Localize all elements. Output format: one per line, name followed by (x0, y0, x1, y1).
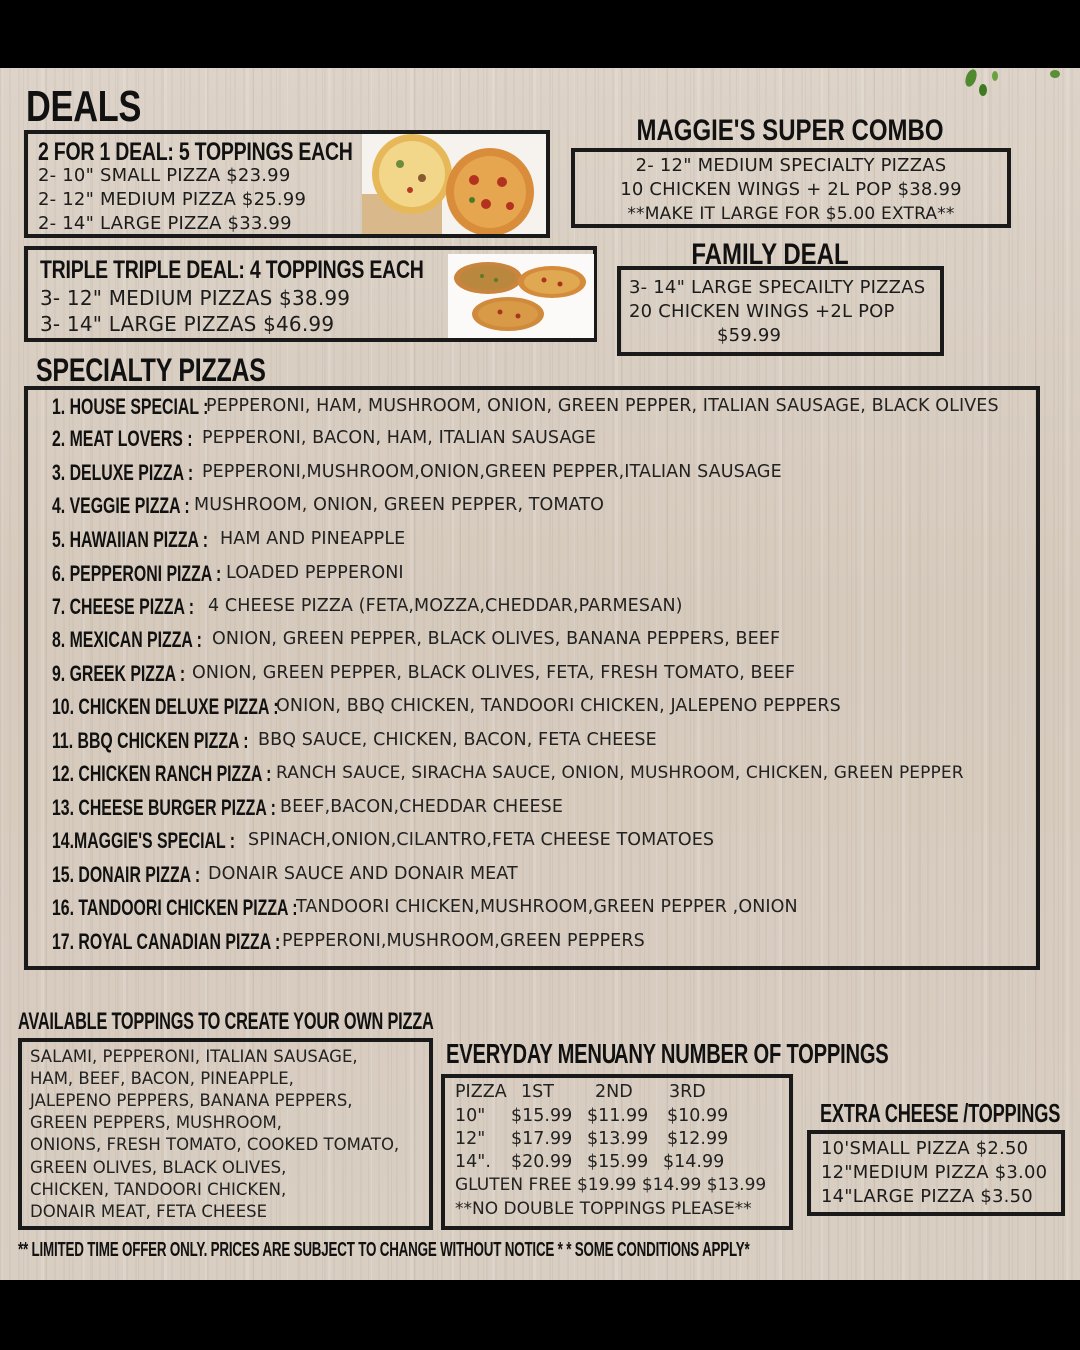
family-deal-price: $59.99 (717, 325, 782, 346)
specialty-item-name: 15. DONAIR PIZZA : (52, 862, 201, 887)
everyday-header-cell: 3RD (669, 1082, 706, 1102)
triple-deal-line: 3- 14" LARGE PIZZAS $46.99 (40, 312, 335, 336)
specialty-item-name: 9. GREEK PIZZA : (52, 661, 186, 686)
extra-cheese-line: 10'SMALL PIZZA $2.50 (821, 1138, 1029, 1159)
everyday-cell: 14". (455, 1152, 491, 1172)
specialty-item-desc: RANCH SAUCE, SIRACHA SAUCE, ONION, MUSHROOM, CHICKEN, GREEN PEPPER (276, 763, 964, 783)
two-for-one-header: 2 FOR 1 DEAL: 5 TOPPINGS EACH (38, 138, 353, 166)
specialty-item (52, 694, 841, 722)
menu-board (0, 68, 1080, 1280)
specialty-item-name: 5. HAWAIIAN PIZZA : (52, 527, 209, 552)
toppings-title: AVAILABLE TOPPINGS TO CREATE YOUR OWN PIZZA (18, 1008, 434, 1035)
toppings-line: SALAMI, PEPPERONI, ITALIAN SAUSAGE, (30, 1047, 358, 1066)
specialty-item-name: 2. MEAT LOVERS : (52, 426, 193, 451)
specialty-item-name: 1. HOUSE SPECIAL : (52, 394, 209, 419)
everyday-subtitle: ANY NUMBER OF TOPPINGS (614, 1038, 889, 1069)
specialty-item (52, 862, 518, 890)
family-deal-line: 20 CHICKEN WINGS +2L POP (629, 301, 895, 322)
triple-deal-box (24, 246, 597, 342)
specialty-item-desc: LOADED PEPPERONI (226, 563, 404, 583)
super-combo-line: 10 CHICKEN WINGS + 2L POP $38.99 (620, 179, 962, 200)
everyday-box (441, 1074, 793, 1230)
deals-title: DEALS (26, 82, 142, 131)
super-combo-line: 2- 12" MEDIUM SPECIALTY PIZZAS (635, 155, 947, 176)
toppings-line: DONAIR MEAT, FETA CHEESE (30, 1202, 268, 1221)
everyday-cell: $11.99 (587, 1106, 649, 1126)
toppings-line: JALEPENO PEPPERS, BANANA PEPPERS, (30, 1091, 353, 1110)
toppings-line: CHICKEN, TANDOORI CHICKEN, (30, 1180, 287, 1199)
everyday-cell: $20.99 (511, 1152, 573, 1172)
specialty-item-desc: HAM AND PINEAPPLE (220, 529, 406, 549)
specialty-item (52, 527, 406, 555)
everyday-header-cell: 2ND (595, 1082, 633, 1102)
specialty-item-desc: MUSHROOM, ONION, GREEN PEPPER, TOMATO (194, 495, 605, 515)
specialty-item-desc: SPINACH,ONION,CILANTRO,FETA CHEESE TOMATOES (248, 830, 715, 850)
toppings-line: GREEN OLIVES, BLACK OLIVES, (30, 1158, 287, 1177)
super-combo-title: MAGGIE'S SUPER COMBO (636, 114, 944, 147)
specialty-item-desc: BEEF,BACON,CHEDDAR CHEESE (280, 797, 563, 817)
specialty-item-desc: PEPPERONI,MUSHROOM,GREEN PEPPERS (282, 931, 645, 951)
everyday-cell: $13.99 (587, 1129, 649, 1149)
triple-deal-line: 3- 12" MEDIUM PIZZAS $38.99 (40, 286, 351, 310)
specialty-item (52, 661, 796, 689)
specialty-item-desc: ONION, GREEN PEPPER, BLACK OLIVES, BANANA PEPPERS, BEEF (212, 629, 781, 649)
specialty-title: SPECIALTY PIZZAS (36, 352, 266, 388)
everyday-cell: $15.99 (587, 1152, 649, 1172)
specialty-item-name: 6. PEPPERONI PIZZA : (52, 561, 222, 586)
specialty-item-desc: PEPPERONI, HAM, MUSHROOM, ONION, GREEN PEPPER, ITALIAN SAUSAGE, BLACK OLIVES (206, 396, 999, 416)
specialty-item (52, 561, 404, 589)
everyday-note: **NO DOUBLE TOPPINGS PLEASE** (455, 1199, 752, 1219)
extra-cheese-title: EXTRA CHEESE /TOPPINGS (820, 1098, 1061, 1128)
specialty-item-desc: PEPPERONI,MUSHROOM,ONION,GREEN PEPPER,ITALIAN SAUSAGE (202, 462, 782, 482)
two-for-one-deal-box (24, 130, 550, 238)
two-for-one-line: 2- 14" LARGE PIZZA $33.99 (38, 213, 292, 234)
specialty-item-name: 7. CHEESE PIZZA : (52, 594, 194, 619)
specialty-item-name: 16. TANDOORI CHICKEN PIZZA : (52, 895, 298, 920)
everyday-cell: $17.99 (511, 1129, 573, 1149)
specialty-item-desc: ONION, GREEN PEPPER, BLACK OLIVES, FETA, FRESH TOMATO, BEEF (192, 663, 796, 683)
specialty-item-name: 10. CHICKEN DELUXE PIZZA : (52, 694, 279, 719)
specialty-item (52, 828, 715, 856)
super-combo-line: **MAKE IT LARGE FOR $5.00 EXTRA** (627, 204, 955, 224)
specialty-item-desc: ONION, BBQ CHICKEN, TANDOORI CHICKEN, JALEPENO PEPPERS (276, 696, 841, 716)
everyday-header-cell: 1ST (521, 1082, 554, 1102)
everyday-cell: 12" (455, 1129, 486, 1149)
family-deal-title: FAMILY DEAL (691, 238, 849, 271)
specialty-item-desc: BBQ SAUCE, CHICKEN, BACON, FETA CHEESE (258, 730, 657, 750)
specialty-item-name: 3. DELUXE PIZZA : (52, 460, 194, 485)
specialty-item-name: 4. VEGGIE PIZZA : (52, 493, 190, 518)
extra-cheese-line: 14"LARGE PIZZA $3.50 (821, 1186, 1033, 1207)
super-combo-box (571, 148, 1011, 228)
extra-cheese-box (807, 1130, 1065, 1216)
gluten-free-line: GLUTEN FREE $19.99 $14.99 $13.99 (455, 1175, 767, 1195)
everyday-cell: $14.99 (663, 1152, 725, 1172)
specialty-item-name: 11. BBQ CHICKEN PIZZA : (52, 728, 249, 753)
specialty-item-name: 13. CHEESE BURGER PIZZA : (52, 795, 276, 820)
three-pizzas-image (448, 254, 594, 338)
everyday-cell: $15.99 (511, 1106, 573, 1126)
footer-disclaimer: ** LIMITED TIME OFFER ONLY. PRICES ARE SUBJECT TO CHANGE WITHOUT NOTICE * * SOME CONDITIONS APPLY* (18, 1239, 750, 1261)
specialty-item-desc: PEPPERONI, BACON, HAM, ITALIAN SAUSAGE (202, 428, 597, 448)
specialty-item-name: 14.MAGGIE'S SPECIAL : (52, 828, 236, 853)
specialty-item (52, 594, 683, 622)
specialty-item (52, 426, 597, 454)
family-deal-box (617, 266, 944, 356)
family-deal-line: 3- 14" LARGE SPECAILTY PIZZAS (629, 277, 926, 298)
specialty-item (52, 929, 645, 957)
specialty-item (52, 795, 563, 823)
specialty-item-desc: DONAIR SAUCE AND DONAIR MEAT (208, 864, 518, 884)
two-for-one-line: 2- 12" MEDIUM PIZZA $25.99 (38, 189, 307, 210)
specialty-item (52, 627, 781, 655)
specialty-item (52, 728, 657, 756)
two-pizzas-image (362, 134, 546, 234)
two-for-one-line: 2- 10" SMALL PIZZA $23.99 (38, 165, 291, 186)
triple-deal-header: TRIPLE TRIPLE DEAL: 4 TOPPINGS EACH (40, 256, 424, 284)
toppings-line: HAM, BEEF, BACON, PINEAPPLE, (30, 1069, 294, 1088)
specialty-item-desc: TANDOORI CHICKEN,MUSHROOM,GREEN PEPPER ,ONION (296, 897, 798, 917)
specialty-item-name: 8. MEXICAN PIZZA : (52, 627, 202, 652)
specialty-item (52, 460, 782, 488)
specialty-item-name: 17. ROYAL CANADIAN PIZZA : (52, 929, 281, 954)
toppings-line: GREEN PEPPERS, MUSHROOM, (30, 1113, 282, 1132)
specialty-item (52, 394, 999, 422)
specialty-item-desc: 4 CHEESE PIZZA (FETA,MOZZA,CHEDDAR,PARMESAN) (208, 596, 683, 616)
specialty-item-name: 12. CHICKEN RANCH PIZZA : (52, 761, 272, 786)
everyday-cell: $10.99 (667, 1106, 729, 1126)
everyday-cell: 10" (455, 1106, 486, 1126)
everyday-cell: $12.99 (667, 1129, 729, 1149)
specialty-item (52, 493, 605, 521)
toppings-line: ONIONS, FRESH TOMATO, COOKED TOMATO, (30, 1135, 400, 1154)
everyday-header-cell: PIZZA (455, 1082, 507, 1102)
everyday-title: EVERYDAY MENU (446, 1038, 617, 1069)
leaf-decoration-icon (955, 68, 1080, 108)
specialty-item (52, 761, 964, 789)
specialty-item (52, 895, 798, 923)
toppings-box (18, 1038, 433, 1230)
extra-cheese-line: 12"MEDIUM PIZZA $3.00 (821, 1162, 1048, 1183)
